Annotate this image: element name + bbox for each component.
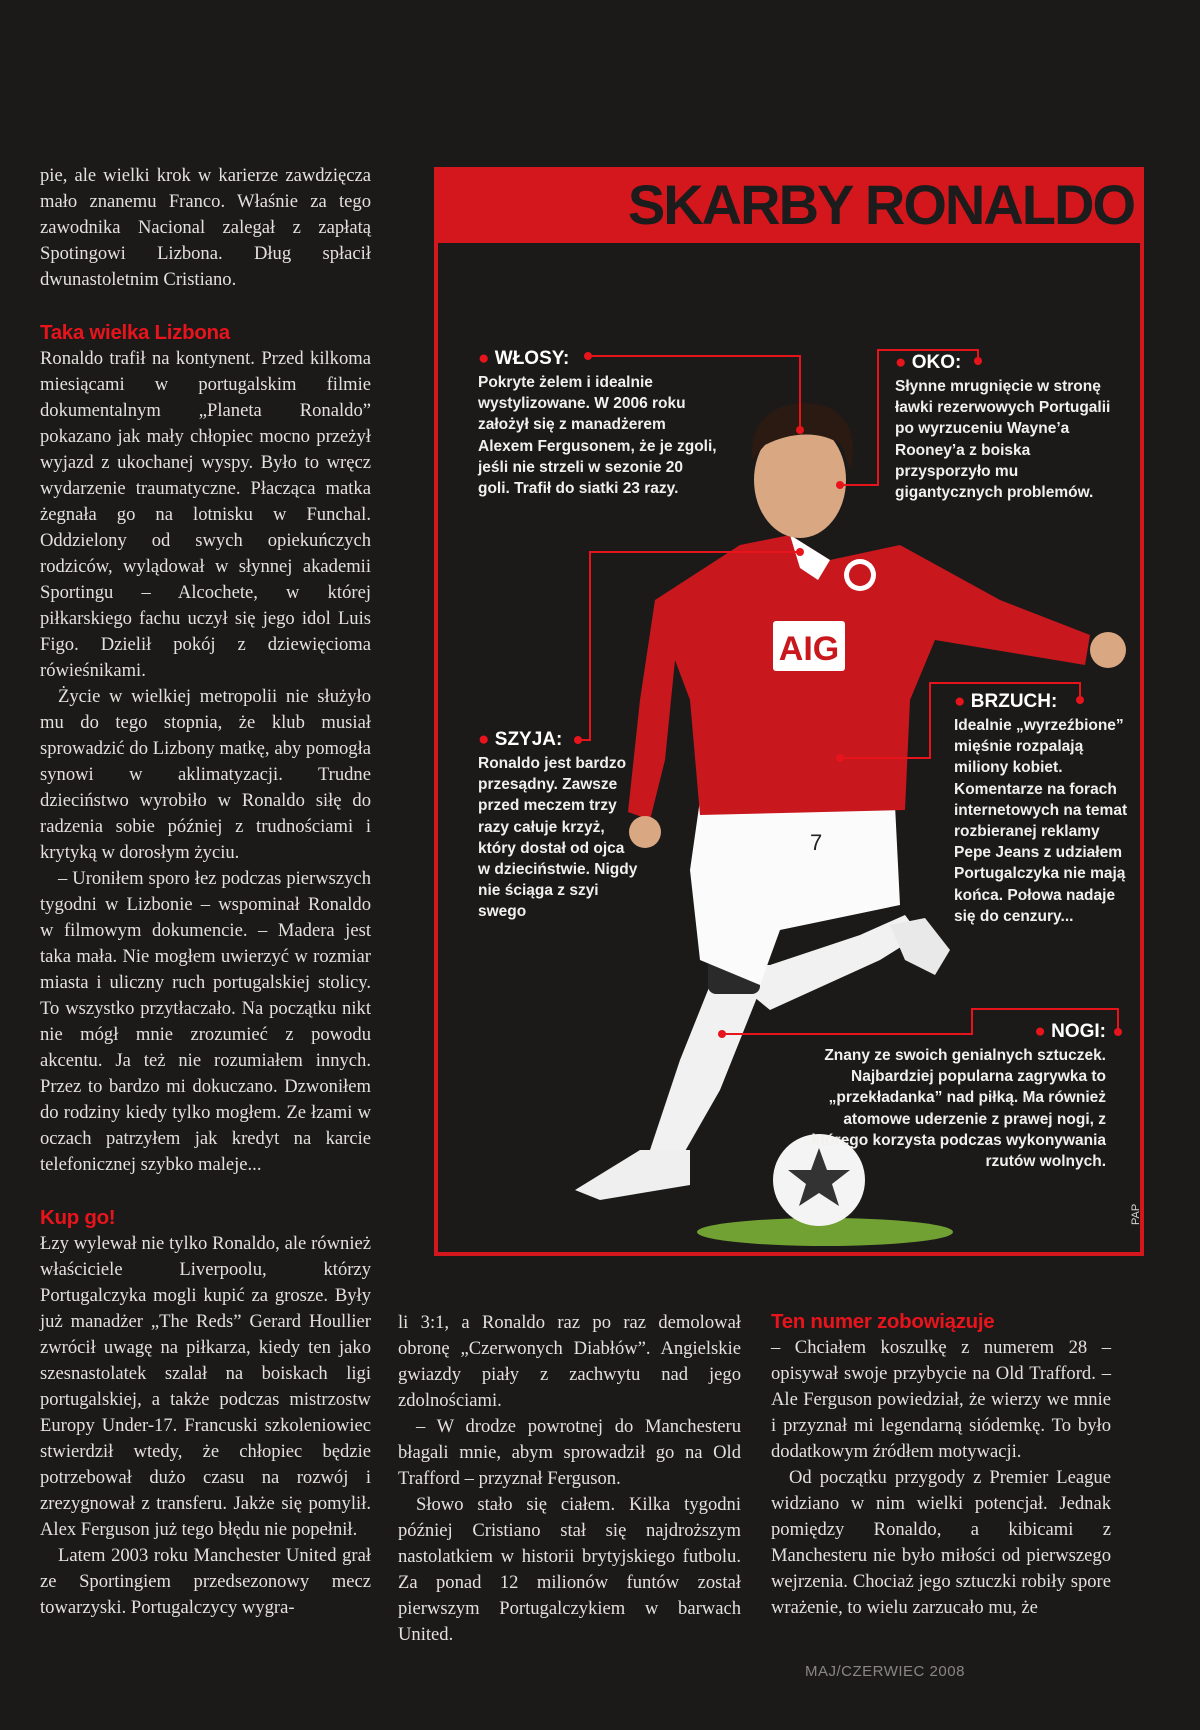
front-boot [575, 1150, 690, 1200]
annotation-label: SZYJA: [494, 729, 563, 750]
annotation-oko [895, 351, 1125, 503]
annotation-text: Pokryte żelem i idealnie wystylizowane. W 2006 roku założył się z manadżerem Alexem Fergusonem, że je zgoli, jeśli nie strzeli w sezonie 20 goli. Trafił do siatki 23 razy. [478, 374, 717, 498]
paragraph: li 3:1, a Ronaldo raz po raz demolował obronę „Czerwonych Diabłów”. Angielskie gwiazdy piały z zachwytu nad jego zdolnościami. [398, 1312, 741, 1411]
annotation-label: OKO: [911, 352, 962, 373]
subheading-kup-go: Kup go! [40, 1206, 116, 1229]
subheading-ten-numer-zobowiazuje: Ten numer zobowiązuje [771, 1310, 995, 1333]
paragraph: pie, ale wielki krok w karierze zawdzięcza mało znanemu Franco. Właśnie za tego zawodnika Nacional zalegał z zapłatą Spotingowi Lizbona. Dług spłacił dwunastoletnim Cristiano. [40, 165, 371, 290]
callout-dot [836, 481, 844, 489]
paragraph: Od początku przygody z Premier League widziano w nim wielki potencjał. Jednak pomiędzy Ronaldo, a kibicami z Manchesteru nie było miłości od pierwszego wejrzenia. Chociaż jego sztuczki robiły spore wrażenie, to wielu zarzucało mu, że [771, 1467, 1111, 1618]
annotation-heading [478, 347, 718, 371]
annotation-text: Idealnie „wyrzeźbione” mięśnie rozpalają miliony kobiet. Komentarze na forach internetowych na temat rozbieranej reklamy Pepe Jeans z udziałem Portugalczyka nie mają końca. Połowa nadaje się do cenzury... [954, 717, 1128, 925]
annotation-heading [800, 1020, 1106, 1044]
paragraph: – Uroniłem sporo łez podczas pierwszych tygodni w Lizbonie – wspominał Ronaldo w filmowym dokumencie. – Madera jest taka mała. Nie mogłem uwierzyć w rozmiar miasta i uliczny ruch portugalskiej stolicy. To wszystko przytłaczało. Na początku nikt nie mógł mnie zrozumieć z powodu akcentu. Ja też nie rozumiałem innych. Przez to bardzo mi dokuczano. Dzwoniłem do rodziny kiedy tylko mogłem. Ze łzami w oczach patrzyłem jak kredyt na karcie telefonicznej szybko maleje... [40, 868, 371, 1175]
bullet-dot-icon: ● [954, 691, 966, 712]
page-folio: MAJ/CZERWIEC 2008 [805, 1663, 965, 1680]
bullet-dot-icon: ● [478, 729, 490, 750]
panel-title: SKARBY RONALDO [627, 173, 1134, 236]
right-hand [1090, 632, 1126, 668]
paragraph: Życie w wielkiej metropolii nie służyło mu do tego stopnia, że klub musiał sprowadzić do Lizbony matkę, aby pomogła synowi w aklimatyzacji. Trudne dzieciństwo wyrobiło w Ronaldo siłę do radzenia sobie później z trudnościami i krytyką w dorosłym życiu. [40, 686, 371, 863]
photo-credit: PAP [1130, 1203, 1142, 1225]
paragraph: – Chciałem koszulkę z numerem 28 – opisywał swoje przybycie na Old Trafford. – Ale Ferguson powiedział, że wierzy we mnie i przyznał mi legendarną siódemkę. To było dodatkowym źródłem motywacji. [771, 1337, 1111, 1462]
paragraph: Latem 2003 roku Manchester United grał ze Sportingiem przedsezonowy mecz towarzyski. Portugalczycy wygra- [40, 1545, 371, 1618]
paragraph: Ronaldo trafił na kontynent. Przed kilkoma miesiącami w portugalskim filmie dokumentalnym „Planeta Ronaldo” pokazano jak mały chłopiec mocno przeżył wyjazd z ukochanej wyspy. Było to wręcz wydarzenie traumatyczne. Płacząca matka żegnała go na lotnisku w Funchal. Oddzielony od swych opiekuńczych rodziców, wylądował w słynnej akademii Sportingu – Alcochete, w której piłkarskiego fachu uczył się jego idol Luis Figo. Dzielił pokój z dziewięcioma rówieśnikami. [40, 348, 371, 681]
annotation-szyja [478, 728, 638, 923]
bullet-dot-icon: ● [478, 348, 490, 369]
annotation-text: Znany ze swoich genialnych sztuczek. Najbardziej popularna zagrywka to „przekładanka” nad piłką. Ma również atomowe uderzenie z prawej nogi, z którego korzysta podczas wykonywania rzutów wolnych. [811, 1047, 1106, 1171]
callout-dot [796, 426, 804, 434]
club-crest-inner [849, 564, 871, 586]
annotation-text: Słynne mrugnięcie w stronę ławki rezerwowych Portugalii po wyrzuceniu Wayne’a Rooney’a z boiska przysporzyło mu gigantycznych problemów. [895, 378, 1111, 502]
subheading-taka-wielka-lizbona: Taka wielka Lizbona [40, 321, 230, 344]
paragraph: – W drodze powrotnej do Manchesteru błagali mnie, abym sprowadził go na Old Trafford – przyznał Ferguson. [398, 1416, 741, 1489]
article-column-middle [398, 1310, 741, 1648]
annotation-heading [895, 351, 1125, 375]
paragraph: Łzy wylewał nie tylko Ronaldo, ale również właściciele Liverpoolu, którzy Portugalczyka mogli kupić za grosze. Były już manadżer „The Reds” Gerard Houllier zwrócił uwagę na piłkarza, kiedy ten jako szesnastolatek szalał na boiskach ligi portugalskiej, a także podczas mistrzostw Europy Under-17. Francuski szkoleniowiec stwierdził wtedy, że chłopiec będzie potrzebował dużo czasu na rozwój i zrezygnował z transferu. Jakże się pomylił. Alex Ferguson już tego błędu nie popełnił. [40, 1233, 371, 1540]
bullet-dot-icon: ● [895, 352, 907, 373]
annotation-label: NOGI: [1051, 1021, 1106, 1042]
annotation-text: Ronaldo jest bardzo przesądny. Zawsze przed meczem trzy razy całuje krzyż, który dostał od ojca w dzieciństwie. Nigdy nie ściąga z szyi swego [478, 755, 638, 921]
callout-dot [1114, 1028, 1122, 1036]
annotation-wlosy [478, 347, 718, 499]
annotation-heading [954, 690, 1134, 714]
article-column-right [771, 1310, 1111, 1621]
annotation-heading [478, 728, 638, 752]
annotation-label: WŁOSY: [494, 348, 570, 369]
bullet-dot-icon: ● [1034, 1021, 1046, 1042]
shirt-sponsor-text: AIG [778, 630, 840, 668]
callout-dot [718, 1030, 726, 1038]
paragraph: Słowo stało się ciałem. Kilka tygodni później Cristiano stał się najdroższym nastolatkiem w historii brytyjskiego futbolu. Za ponad 12 milionów funtów został pierwszym Portugalczykiem w barwach United. [398, 1494, 741, 1645]
callout-dot [836, 754, 844, 762]
annotation-label: BRZUCH: [970, 691, 1058, 712]
annotation-nogi [800, 1020, 1106, 1172]
shorts-number: 7 [810, 830, 823, 855]
annotation-brzuch [954, 690, 1134, 927]
callout-dot [796, 548, 804, 556]
